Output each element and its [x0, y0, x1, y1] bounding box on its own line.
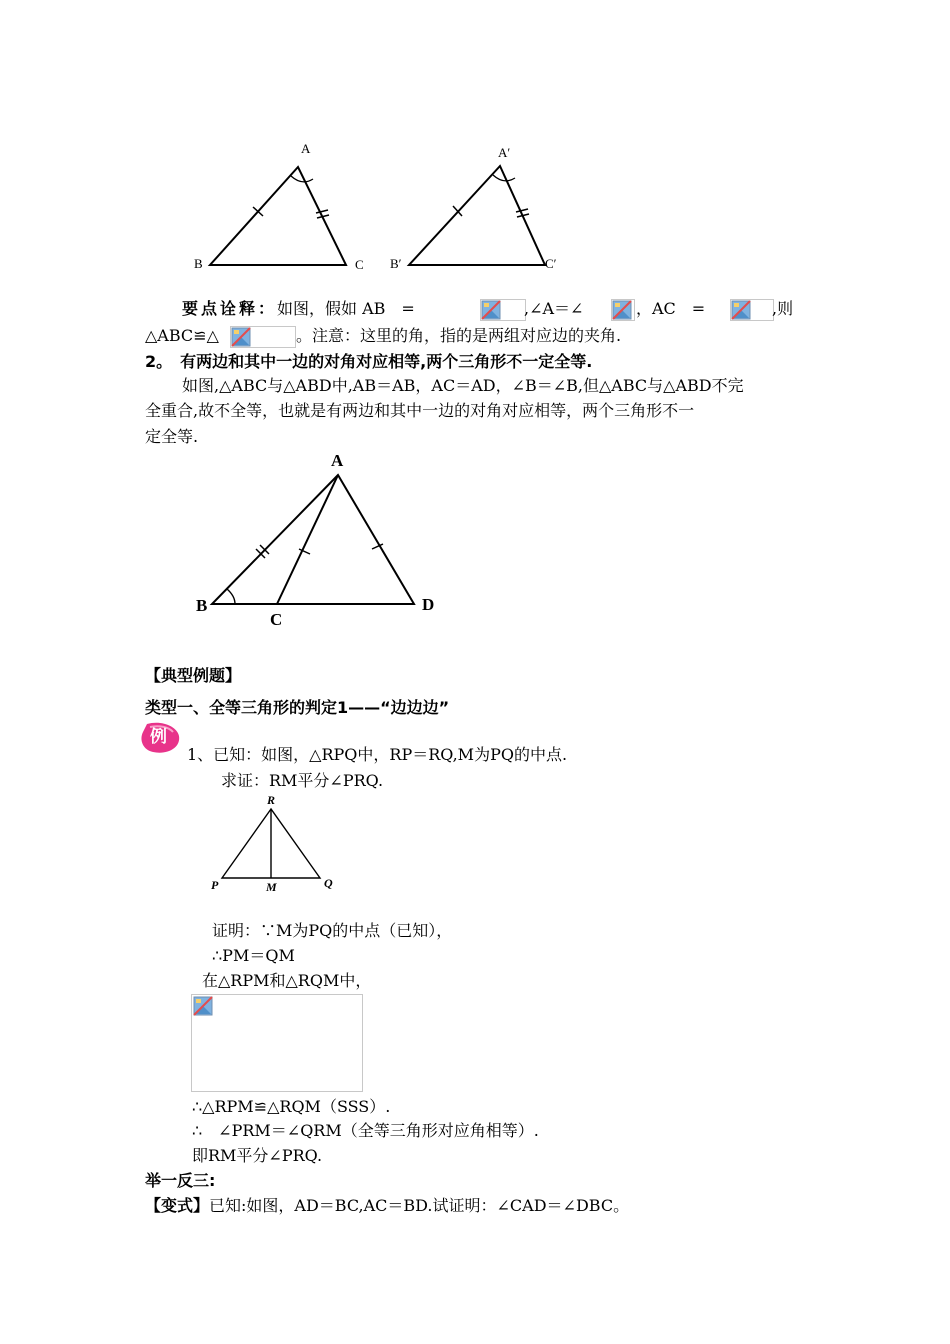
label-c: C [270, 610, 283, 629]
label-r: R [267, 793, 276, 807]
label-p: P [211, 878, 219, 892]
label-a: A [331, 451, 344, 470]
rule2-paragraph-line2: 全重合,故不全等，也就是有两边和其中一边的对角对应相等，两个三角形不一 [145, 401, 695, 420]
proof-line5: ∴ ∠PRM＝∠QRM（全等三角形对应角相等）. [192, 1121, 539, 1140]
label-c-prime: C′ [545, 256, 557, 271]
label-c: C [355, 257, 364, 272]
key-points-line1: 要点诠释：如图，假如 AB = [182, 299, 415, 318]
proof-line6: 即RM平分∠PRQ. [192, 1146, 323, 1165]
key-points-line2: △ABC≌△ [145, 326, 219, 345]
type1-heading: 类型一、全等三角形的判定1——“边边边” [145, 698, 450, 717]
variant-tag: 【变式】 [145, 1196, 210, 1215]
example1-given: 1、已知：如图，△RPQ中，RP＝RQ,M为PQ的中点. [187, 745, 568, 764]
example-badge-label: 例 [150, 727, 167, 747]
proof-image-placeholder [191, 994, 363, 1092]
label-a-prime: A′ [498, 145, 511, 160]
key-points-heading: 要点诠释： [182, 299, 278, 318]
label-b-prime: B′ [390, 256, 402, 271]
label-a: A [301, 141, 311, 156]
label-d: D [422, 595, 435, 614]
rule2-title: 2。 有两边和其中一边的对角对应相等,两个三角形不一定全等. [145, 352, 593, 371]
section-heading-examples: 【典型例题】 [145, 666, 242, 685]
variant-line [145, 1195, 629, 1217]
proof-line4: ∴△RPM≌△RQM（SSS）. [192, 1097, 391, 1116]
rule2-paragraph-line3: 定全等. [145, 427, 199, 446]
label-b: B [196, 596, 208, 615]
proof-line2: ∴PM＝QM [212, 946, 295, 965]
proof-line1: 证明：∵M为PQ的中点（已知）， [212, 921, 453, 940]
example1-prove: 求证：RM平分∠PRQ. [221, 771, 384, 790]
label-q: Q [324, 876, 333, 890]
rule2-paragraph-line1: 如图,△ABC与△ABD中,AB＝AB，AC＝AD，∠B＝∠B,但△ABC与△ABD不完 [182, 376, 744, 395]
label-m: M [266, 880, 277, 894]
variant-text: 已知:如图，AD＝BC,AC＝BD.试证明：∠CAD＝∠DBC。 [209, 1196, 630, 1215]
label-b: B [194, 256, 203, 271]
practice-heading: 举一反三: [145, 1171, 216, 1190]
proof-line3: 在△RPM和△RQM中， [202, 971, 372, 990]
